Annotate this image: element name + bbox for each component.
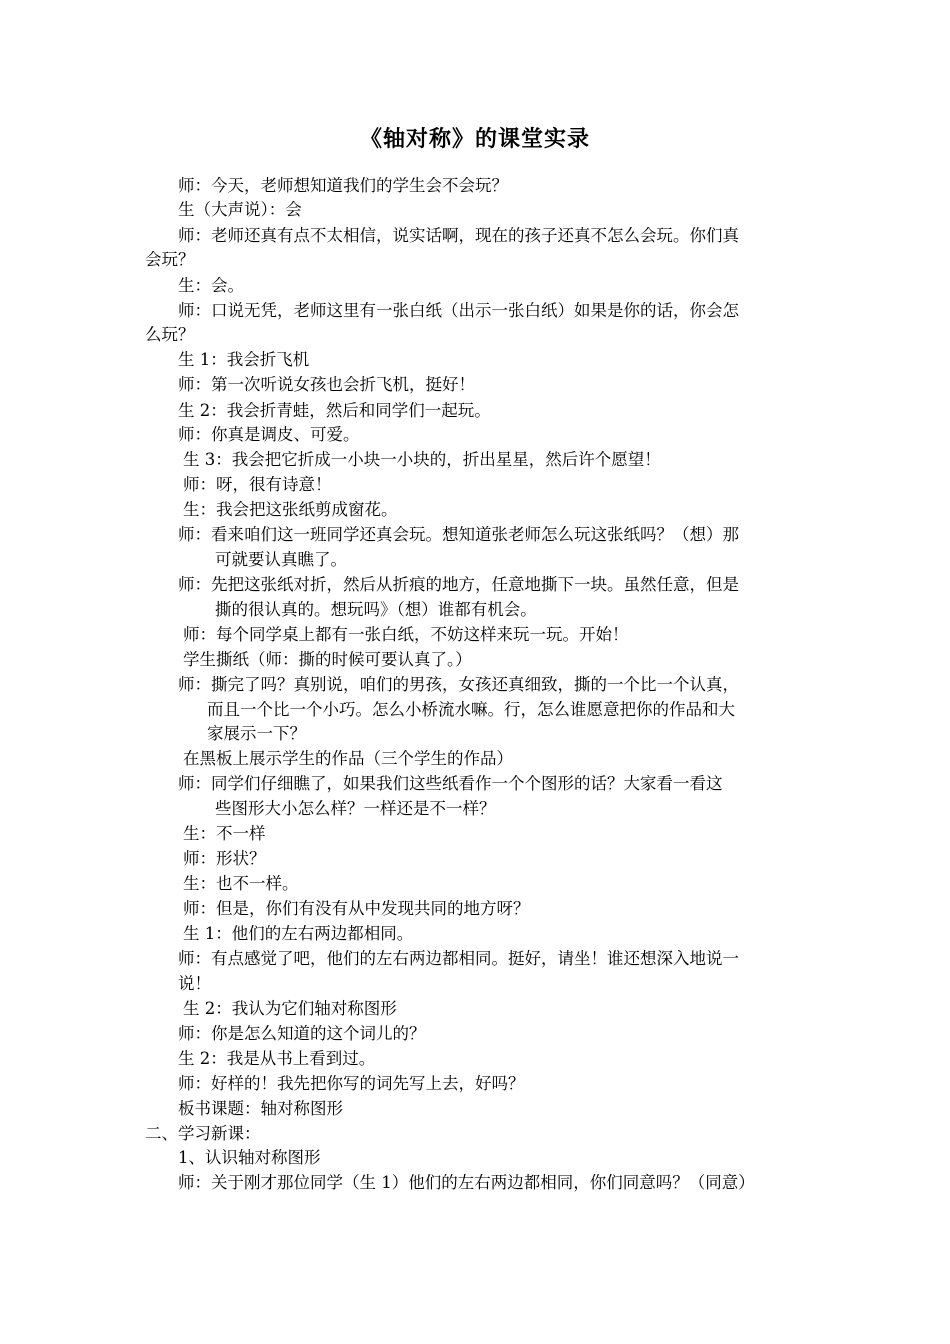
text-line: 板书课题：轴对称图形 (178, 1099, 343, 1118)
text-line: 师：撕完了吗？真别说，咱们的男孩，女孩还真细致，撕的一个比一个认真， (178, 675, 739, 694)
text-line: 在黑板上展示学生的作品（三个学生的作品） (183, 749, 513, 768)
text-line: 生 2：我是从书上看到过。 (178, 1049, 376, 1068)
section-heading: 二、学习新课： (145, 1124, 261, 1143)
text-line: 些图形大小怎么样？一样还是不一样？ (215, 799, 496, 818)
text-line: 师：同学们仔细瞧了，如果我们这些纸看作一个个图形的话？大家看一看这 (178, 774, 723, 793)
text-line: 生：不一样 (183, 824, 266, 843)
text-line: 而且一个比一个小巧。怎么小桥流水嘛。行，怎么谁愿意把你的作品和大 (207, 700, 735, 719)
text-line: 师：有点感觉了吧，他们的左右两边都相同。挺好，请坐！谁还想深入地说一 (178, 949, 739, 968)
text-line: 撕的很认真的。想玩吗》（想）谁都有机会。 (215, 600, 537, 619)
text-line: 师：口说无凭，老师这里有一张白纸（出示一张白纸）如果是你的话，你会怎 (178, 301, 739, 320)
text-line: 师：今天，老师想知道我们的学生会不会玩？ (178, 176, 508, 195)
text-line: 师：呀，很有诗意！ (183, 475, 332, 494)
text-line: 师：先把这张纸对折，然后从折痕的地方，任意地撕下一块。虽然任意，但是 (178, 575, 739, 594)
text-line: 师：你是怎么知道的这个词儿的？ (178, 1024, 426, 1043)
text-line: 师：关于刚才那位同学（生 1）他们的左右两边都相同，你们同意吗？（同意） (178, 1173, 755, 1192)
text-line: 学生撕纸（师：撕的时候可要认真了。） (183, 650, 472, 669)
text-line: 说！ (178, 974, 211, 993)
text-line: 生：我会把这张纸剪成窗花。 (183, 500, 398, 519)
text-line: 生（大声说）：会 (178, 200, 302, 219)
text-line: 师：老师还真有点不太相信，说实话啊，现在的孩子还真不怎么会玩。你们真 (178, 226, 739, 245)
text-line: 生 1：他们的左右两边都相同。 (183, 924, 414, 943)
text-line: 生：会。 (178, 276, 244, 295)
text-line: 生 1：我会折飞机 (178, 350, 310, 369)
text-line: 家展示一下？ (207, 724, 306, 743)
text-line: 可就要认真瞧了。 (215, 550, 347, 569)
text-line: 么玩？ (145, 325, 195, 344)
text-line: 师：但是，你们有没有从中发现共同的地方呀？ (183, 899, 530, 918)
text-line: 师：你真是调皮、可爱。 (178, 425, 360, 444)
text-line: 师：好样的！我先把你写的词先写上去，好吗？ (178, 1074, 525, 1093)
text-line: 生：也不一样。 (183, 874, 299, 893)
text-line: 生 3：我会把它折成一小块一小块的，折出星星，然后许个愿望！ (183, 450, 661, 469)
text-line: 生 2：我认为它们轴对称图形 (183, 999, 397, 1018)
text-line: 会玩？ (145, 250, 195, 269)
text-line: 师：第一次听说女孩也会折飞机，挺好！ (178, 375, 475, 394)
subsection-heading: 1、认识轴对称图形 (178, 1148, 321, 1167)
text-line: 师：每个同学桌上都有一张白纸，不妨这样来玩一玩。开始！ (183, 625, 629, 644)
text-line: 师：形状？ (183, 849, 266, 868)
text-line: 师：看来咱们这一班同学还真会玩。想知道张老师怎么玩这张纸吗？（想）那 (178, 525, 739, 544)
page-title: 《轴对称》的课堂实录 (359, 126, 590, 152)
text-line: 生 2：我会折青蛙，然后和同学们一起玩。 (178, 401, 491, 420)
